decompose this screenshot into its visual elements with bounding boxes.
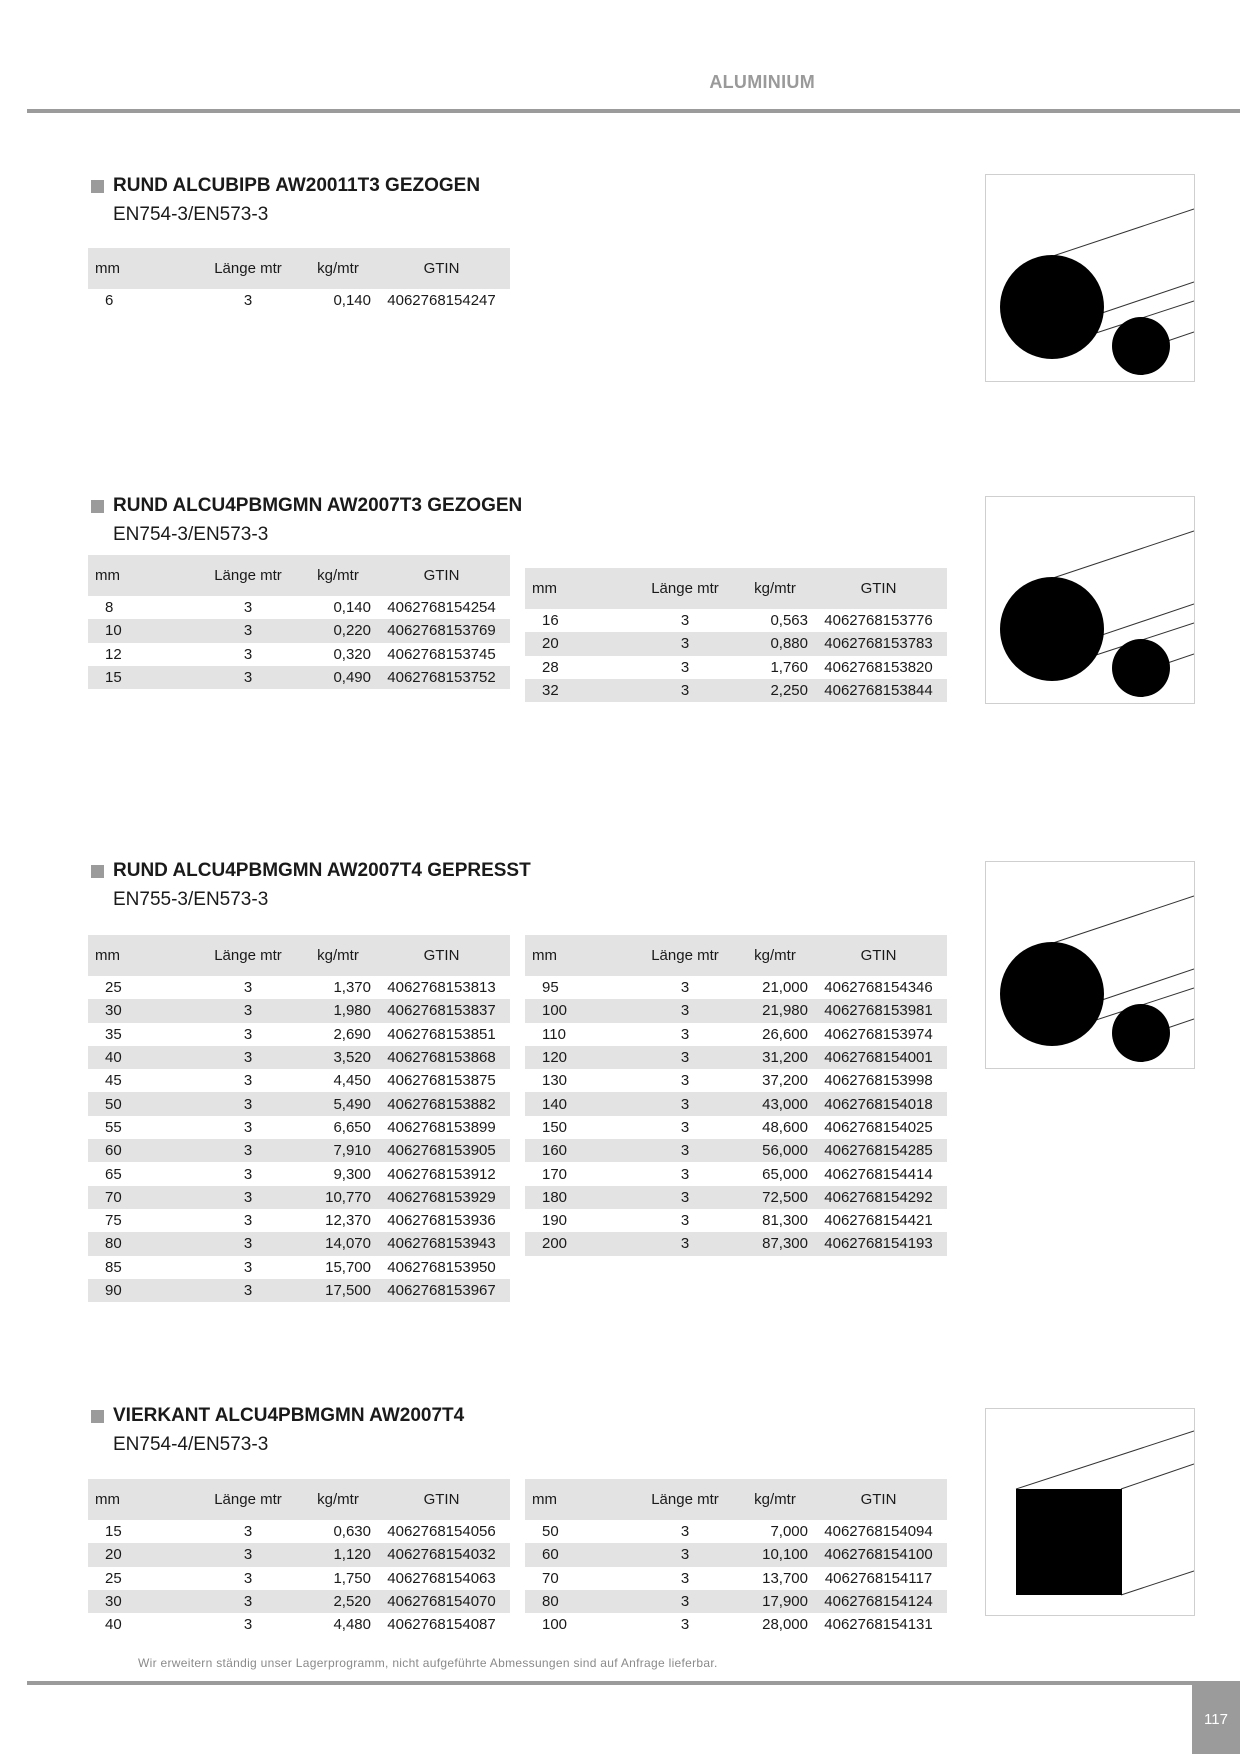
col-gtin-cell: 4062768154025 bbox=[824, 1118, 933, 1136]
table-row bbox=[525, 999, 947, 1022]
col-kg-per-mtr-cell: 15,700 bbox=[325, 1258, 371, 1276]
col-length-cell: 3 bbox=[622, 999, 740, 1022]
table-row bbox=[525, 1139, 947, 1162]
col-gtin-cell: 4062768153769 bbox=[373, 619, 510, 642]
col-gtin-cell: 4062768154292 bbox=[810, 1186, 947, 1209]
col-kg-per-mtr-header: kg/mtr bbox=[303, 1479, 373, 1520]
table-row bbox=[88, 1046, 510, 1069]
col-gtin-cell: 4062768154056 bbox=[387, 1523, 496, 1541]
col-gtin-cell: 4062768153981 bbox=[810, 999, 947, 1022]
col-mm-cell: 32 bbox=[525, 679, 622, 702]
col-mm-header: mm bbox=[525, 1479, 622, 1520]
col-length-cell: 3 bbox=[680, 1616, 690, 1634]
section-title-text: RUND ALCUBIPB AW20011T3 GEZOGEN bbox=[113, 175, 481, 196]
col-mm-cell: 55 bbox=[105, 1118, 122, 1136]
col-length-cell: 3 bbox=[680, 1523, 690, 1541]
col-kg-per-mtr-cell: 7,000 bbox=[770, 1523, 808, 1541]
table-row bbox=[88, 1567, 510, 1590]
col-mm-cell: 6 bbox=[105, 292, 114, 310]
dimension-table bbox=[525, 1479, 947, 1636]
col-mm-cell: 140 bbox=[525, 1092, 622, 1115]
col-kg-per-mtr-header: kg/mtr bbox=[740, 568, 810, 609]
section-title-text: VIERKANT ALCU4PBMGMN AW2007T4 bbox=[113, 1405, 465, 1426]
col-gtin-cell: 4062768154247 bbox=[387, 292, 496, 310]
col-mm-cell: 190 bbox=[542, 1212, 568, 1230]
col-gtin-cell: 4062768153875 bbox=[387, 1072, 496, 1090]
col-gtin-cell: 4062768153752 bbox=[373, 666, 510, 689]
table-row bbox=[525, 1046, 947, 1069]
col-gtin-cell: 4062768153936 bbox=[387, 1212, 496, 1230]
col-mm-cell: 8 bbox=[105, 599, 114, 617]
table-row bbox=[88, 1520, 510, 1543]
col-mm-cell: 25 bbox=[105, 1569, 122, 1587]
col-mm-cell: 80 bbox=[525, 1590, 622, 1613]
col-mm-cell: 75 bbox=[105, 1212, 122, 1230]
col-length-cell: 3 bbox=[243, 1212, 253, 1230]
col-kg-per-mtr-cell: 43,000 bbox=[740, 1092, 810, 1115]
col-mm-cell: 15 bbox=[105, 1523, 122, 1541]
table-row bbox=[525, 656, 947, 679]
col-length-cell: 3 bbox=[243, 599, 253, 617]
section-standard: EN754-3/EN573-3 bbox=[113, 204, 269, 225]
table-row bbox=[525, 1590, 947, 1613]
dimension-table bbox=[88, 935, 510, 1302]
col-length-header: Länge mtr bbox=[185, 248, 303, 289]
table-row bbox=[525, 1023, 947, 1046]
col-mm-header: mm bbox=[88, 555, 185, 596]
col-gtin-header: GTIN bbox=[810, 935, 947, 976]
col-gtin-cell: 4062768153837 bbox=[373, 999, 510, 1022]
table-row bbox=[525, 1567, 947, 1590]
table-row bbox=[88, 1162, 510, 1185]
col-gtin-cell: 4062768154285 bbox=[810, 1139, 947, 1162]
col-length-cell: 3 bbox=[680, 1165, 690, 1183]
dimension-table bbox=[525, 935, 947, 1256]
col-length-cell: 3 bbox=[185, 1186, 303, 1209]
col-gtin-cell: 4062768154087 bbox=[387, 1616, 496, 1634]
square-bullet-icon bbox=[91, 500, 104, 513]
col-mm-cell: 25 bbox=[105, 979, 122, 997]
col-gtin-cell: 4062768153868 bbox=[373, 1046, 510, 1069]
col-length-cell: 3 bbox=[680, 1212, 690, 1230]
table-row bbox=[525, 1613, 947, 1636]
col-mm-cell: 30 bbox=[88, 1590, 185, 1613]
col-length-cell: 3 bbox=[680, 1569, 690, 1587]
col-gtin-cell: 4062768154421 bbox=[824, 1212, 933, 1230]
col-length-cell: 3 bbox=[243, 1118, 253, 1136]
col-mm-cell: 12 bbox=[105, 645, 122, 663]
table-row bbox=[525, 1092, 947, 1115]
col-mm-cell: 85 bbox=[105, 1258, 122, 1276]
table-row bbox=[88, 1613, 510, 1636]
col-gtin-cell: 4062768154032 bbox=[373, 1543, 510, 1566]
table-header-row bbox=[525, 935, 947, 976]
col-gtin-cell: 4062768153813 bbox=[387, 979, 496, 997]
col-gtin-header: GTIN bbox=[373, 1479, 510, 1520]
col-mm-cell: 95 bbox=[542, 979, 559, 997]
col-mm-cell: 65 bbox=[105, 1165, 122, 1183]
col-mm-cell: 80 bbox=[88, 1232, 185, 1255]
col-gtin-cell: 4062768154001 bbox=[810, 1046, 947, 1069]
col-mm-cell: 100 bbox=[542, 1616, 568, 1634]
col-length-cell: 3 bbox=[622, 1046, 740, 1069]
col-length-header: Länge mtr bbox=[622, 935, 740, 976]
square-bar-profile-icon bbox=[985, 1408, 1195, 1616]
col-kg-per-mtr-cell: 13,700 bbox=[762, 1569, 808, 1587]
col-length-cell: 3 bbox=[243, 292, 253, 310]
col-kg-per-mtr-cell: 1,760 bbox=[770, 658, 808, 676]
col-kg-per-mtr-cell: 17,900 bbox=[740, 1590, 810, 1613]
col-gtin-header: GTIN bbox=[373, 555, 510, 596]
col-kg-per-mtr-cell: 0,140 bbox=[333, 599, 371, 617]
table-row bbox=[525, 632, 947, 655]
table-row bbox=[88, 999, 510, 1022]
dimension-table bbox=[88, 1479, 510, 1636]
col-gtin-cell: 4062768154124 bbox=[810, 1590, 947, 1613]
col-kg-per-mtr-cell: 10,100 bbox=[740, 1543, 810, 1566]
table-row bbox=[88, 976, 510, 999]
col-gtin-cell: 4062768154414 bbox=[824, 1165, 933, 1183]
col-mm-cell: 70 bbox=[542, 1569, 559, 1587]
table-row bbox=[88, 1590, 510, 1613]
col-length-cell: 3 bbox=[622, 1139, 740, 1162]
col-length-cell: 3 bbox=[622, 632, 740, 655]
col-kg-per-mtr-cell: 5,490 bbox=[303, 1092, 373, 1115]
col-gtin-cell: 4062768153950 bbox=[387, 1258, 496, 1276]
col-length-cell: 3 bbox=[622, 679, 740, 702]
col-kg-per-mtr-cell: 2,520 bbox=[303, 1590, 373, 1613]
col-length-cell: 3 bbox=[185, 1046, 303, 1069]
table-row bbox=[88, 1209, 510, 1232]
col-length-cell: 3 bbox=[185, 1232, 303, 1255]
dimension-table bbox=[88, 248, 510, 312]
col-length-header: Länge mtr bbox=[185, 1479, 303, 1520]
col-gtin-cell: 4062768153912 bbox=[387, 1165, 496, 1183]
table-row bbox=[525, 976, 947, 999]
col-mm-header: mm bbox=[525, 935, 622, 976]
col-kg-per-mtr-cell: 81,300 bbox=[762, 1212, 808, 1230]
section-title bbox=[91, 860, 531, 882]
col-gtin-cell: 4062768154193 bbox=[810, 1232, 947, 1255]
col-mm-cell: 20 bbox=[525, 632, 622, 655]
col-mm-cell: 40 bbox=[105, 1616, 122, 1634]
round-bar-profile-icon bbox=[985, 174, 1195, 382]
col-kg-per-mtr-header: kg/mtr bbox=[740, 1479, 810, 1520]
col-length-cell: 3 bbox=[185, 666, 303, 689]
col-length-cell: 3 bbox=[185, 619, 303, 642]
section-standard: EN754-4/EN573-3 bbox=[113, 1434, 269, 1455]
col-gtin-cell: 4062768153783 bbox=[810, 632, 947, 655]
col-kg-per-mtr-cell: 56,000 bbox=[740, 1139, 810, 1162]
col-kg-per-mtr-cell: 28,000 bbox=[762, 1616, 808, 1634]
table-row bbox=[88, 643, 510, 666]
col-gtin-cell: 4062768154094 bbox=[824, 1523, 933, 1541]
col-length-cell: 3 bbox=[680, 1025, 690, 1043]
col-mm-cell: 50 bbox=[88, 1092, 185, 1115]
col-kg-per-mtr-header: kg/mtr bbox=[303, 935, 373, 976]
table-row bbox=[525, 1543, 947, 1566]
col-mm-cell: 40 bbox=[88, 1046, 185, 1069]
page-number: 117 bbox=[1192, 1685, 1240, 1754]
col-kg-per-mtr-cell: 37,200 bbox=[762, 1072, 808, 1090]
col-length-cell: 3 bbox=[680, 1118, 690, 1136]
col-gtin-cell: 4062768153820 bbox=[824, 658, 933, 676]
table-row bbox=[88, 1023, 510, 1046]
section-title bbox=[91, 495, 522, 517]
table-row bbox=[88, 1116, 510, 1139]
col-gtin-cell: 4062768153844 bbox=[810, 679, 947, 702]
col-kg-per-mtr-cell: 65,000 bbox=[762, 1165, 808, 1183]
col-mm-cell: 170 bbox=[542, 1165, 568, 1183]
col-kg-per-mtr-cell: 2,690 bbox=[333, 1025, 371, 1043]
col-mm-cell: 16 bbox=[542, 612, 559, 630]
col-length-cell: 3 bbox=[622, 1590, 740, 1613]
col-mm-cell: 70 bbox=[88, 1186, 185, 1209]
col-length-cell: 3 bbox=[185, 999, 303, 1022]
col-kg-per-mtr-cell: 0,220 bbox=[303, 619, 373, 642]
table-row bbox=[525, 1232, 947, 1255]
col-mm-header: mm bbox=[525, 568, 622, 609]
col-gtin-cell: 4062768154100 bbox=[810, 1543, 947, 1566]
table-header-row bbox=[525, 1479, 947, 1520]
col-kg-per-mtr-cell: 0,140 bbox=[333, 292, 371, 310]
col-gtin-cell: 4062768154346 bbox=[824, 979, 933, 997]
col-length-cell: 3 bbox=[622, 1232, 740, 1255]
table-row bbox=[88, 1186, 510, 1209]
col-length-cell: 3 bbox=[185, 1543, 303, 1566]
col-kg-per-mtr-cell: 1,120 bbox=[303, 1543, 373, 1566]
col-gtin-header: GTIN bbox=[373, 248, 510, 289]
table-row bbox=[88, 666, 510, 689]
col-gtin-header: GTIN bbox=[810, 568, 947, 609]
col-length-header: Länge mtr bbox=[185, 555, 303, 596]
round-bar-profile-icon bbox=[985, 861, 1195, 1069]
col-gtin-cell: 4062768153905 bbox=[373, 1139, 510, 1162]
col-gtin-cell: 4062768154018 bbox=[810, 1092, 947, 1115]
col-mm-cell: 200 bbox=[525, 1232, 622, 1255]
col-kg-per-mtr-cell: 31,200 bbox=[740, 1046, 810, 1069]
col-gtin-cell: 4062768154070 bbox=[373, 1590, 510, 1613]
col-mm-cell: 130 bbox=[542, 1072, 568, 1090]
col-kg-per-mtr-cell: 2,250 bbox=[740, 679, 810, 702]
col-kg-per-mtr-cell: 48,600 bbox=[762, 1118, 808, 1136]
table-header-row bbox=[88, 1479, 510, 1520]
col-gtin-header: GTIN bbox=[810, 1479, 947, 1520]
col-kg-per-mtr-cell: 10,770 bbox=[303, 1186, 373, 1209]
col-mm-header: mm bbox=[88, 935, 185, 976]
col-mm-cell: 20 bbox=[88, 1543, 185, 1566]
col-length-cell: 3 bbox=[243, 1165, 253, 1183]
col-mm-cell: 100 bbox=[525, 999, 622, 1022]
table-row bbox=[88, 596, 510, 619]
col-kg-per-mtr-cell: 3,520 bbox=[303, 1046, 373, 1069]
table-row bbox=[88, 1256, 510, 1279]
col-length-cell: 3 bbox=[243, 1616, 253, 1634]
col-kg-per-mtr-cell: 87,300 bbox=[740, 1232, 810, 1255]
col-gtin-cell: 4062768153967 bbox=[373, 1279, 510, 1302]
table-row bbox=[525, 1186, 947, 1209]
table-row bbox=[525, 1069, 947, 1092]
section-title-text: RUND ALCU4PBMGMN AW2007T4 GEPRESST bbox=[113, 860, 531, 881]
col-gtin-cell: 4062768153776 bbox=[824, 612, 933, 630]
col-mm-cell: 150 bbox=[542, 1118, 568, 1136]
col-length-cell: 3 bbox=[622, 1186, 740, 1209]
col-kg-per-mtr-cell: 72,500 bbox=[740, 1186, 810, 1209]
col-length-cell: 3 bbox=[680, 979, 690, 997]
col-length-cell: 3 bbox=[680, 658, 690, 676]
col-mm-cell: 120 bbox=[525, 1046, 622, 1069]
section-standard: EN755-3/EN573-3 bbox=[113, 889, 269, 910]
col-mm-cell: 160 bbox=[525, 1139, 622, 1162]
col-gtin-cell: 4062768153882 bbox=[373, 1092, 510, 1115]
col-mm-cell: 10 bbox=[88, 619, 185, 642]
page-header-title: ALUMINIUM bbox=[709, 72, 815, 92]
table-row bbox=[525, 679, 947, 702]
table-row bbox=[525, 1162, 947, 1185]
col-length-header: Länge mtr bbox=[185, 935, 303, 976]
col-mm-cell: 60 bbox=[525, 1543, 622, 1566]
col-length-cell: 3 bbox=[622, 1092, 740, 1115]
col-mm-header: mm bbox=[88, 248, 185, 289]
col-gtin-cell: 4062768154254 bbox=[387, 599, 496, 617]
col-kg-per-mtr-header: kg/mtr bbox=[303, 248, 373, 289]
col-gtin-cell: 4062768154063 bbox=[387, 1569, 496, 1587]
section-title bbox=[91, 1405, 464, 1427]
col-mm-cell: 180 bbox=[525, 1186, 622, 1209]
col-length-cell: 3 bbox=[243, 1569, 253, 1587]
col-gtin-cell: 4062768153929 bbox=[373, 1186, 510, 1209]
col-length-header: Länge mtr bbox=[622, 568, 740, 609]
col-kg-per-mtr-cell: 0,630 bbox=[333, 1523, 371, 1541]
col-mm-cell: 28 bbox=[542, 658, 559, 676]
footnote: Wir erweitern ständig unser Lagerprogramm, nicht aufgeführte Abmessungen sind auf Anfrage lieferbar. bbox=[138, 1656, 718, 1670]
col-kg-per-mtr-cell: 12,370 bbox=[325, 1212, 371, 1230]
table-row bbox=[88, 1139, 510, 1162]
round-bar-profile-icon bbox=[985, 496, 1195, 704]
col-kg-per-mtr-header: kg/mtr bbox=[740, 935, 810, 976]
table-row bbox=[88, 1232, 510, 1255]
col-kg-per-mtr-cell: 1,980 bbox=[303, 999, 373, 1022]
table-row bbox=[88, 1092, 510, 1115]
col-length-cell: 3 bbox=[243, 979, 253, 997]
col-mm-cell: 90 bbox=[88, 1279, 185, 1302]
col-kg-per-mtr-cell: 4,450 bbox=[333, 1072, 371, 1090]
table-row bbox=[88, 1279, 510, 1302]
col-kg-per-mtr-cell: 7,910 bbox=[303, 1139, 373, 1162]
col-length-cell: 3 bbox=[185, 1279, 303, 1302]
col-kg-per-mtr-cell: 21,000 bbox=[762, 979, 808, 997]
col-length-cell: 3 bbox=[622, 1543, 740, 1566]
table-row bbox=[88, 619, 510, 642]
col-kg-per-mtr-cell: 14,070 bbox=[303, 1232, 373, 1255]
col-length-cell: 3 bbox=[185, 1092, 303, 1115]
col-mm-cell: 50 bbox=[542, 1523, 559, 1541]
col-gtin-header: GTIN bbox=[373, 935, 510, 976]
col-length-cell: 3 bbox=[243, 1025, 253, 1043]
col-kg-per-mtr-cell: 6,650 bbox=[333, 1118, 371, 1136]
header-divider bbox=[27, 109, 1240, 113]
dimension-table bbox=[88, 555, 510, 689]
col-kg-per-mtr-cell: 21,980 bbox=[740, 999, 810, 1022]
col-length-header: Länge mtr bbox=[622, 1479, 740, 1520]
col-kg-per-mtr-cell: 17,500 bbox=[303, 1279, 373, 1302]
col-kg-per-mtr-cell: 0,880 bbox=[740, 632, 810, 655]
col-mm-cell: 35 bbox=[105, 1025, 122, 1043]
section-title-text: RUND ALCU4PBMGMN AW2007T3 GEZOGEN bbox=[113, 495, 523, 516]
col-length-cell: 3 bbox=[185, 1139, 303, 1162]
table-row bbox=[88, 1543, 510, 1566]
col-length-cell: 3 bbox=[680, 1072, 690, 1090]
col-gtin-cell: 4062768154131 bbox=[824, 1616, 933, 1634]
square-bullet-icon bbox=[91, 865, 104, 878]
col-gtin-cell: 4062768154117 bbox=[824, 1569, 933, 1587]
col-mm-cell: 60 bbox=[88, 1139, 185, 1162]
table-row bbox=[525, 1116, 947, 1139]
col-mm-cell: 15 bbox=[88, 666, 185, 689]
footer-divider bbox=[27, 1681, 1240, 1685]
col-gtin-cell: 4062768153745 bbox=[387, 645, 496, 663]
col-kg-per-mtr-cell: 0,563 bbox=[770, 612, 808, 630]
table-row bbox=[88, 1069, 510, 1092]
col-kg-per-mtr-cell: 4,480 bbox=[333, 1616, 371, 1634]
col-mm-cell: 110 bbox=[542, 1025, 566, 1043]
square-bullet-icon bbox=[91, 1410, 104, 1423]
col-length-cell: 3 bbox=[243, 1258, 253, 1276]
col-length-cell: 3 bbox=[185, 1590, 303, 1613]
table-header-row bbox=[88, 248, 510, 289]
col-kg-per-mtr-cell: 26,600 bbox=[762, 1025, 808, 1043]
col-length-cell: 3 bbox=[680, 612, 690, 630]
col-kg-per-mtr-cell: 0,320 bbox=[333, 645, 371, 663]
col-length-cell: 3 bbox=[243, 1523, 253, 1541]
col-mm-cell: 45 bbox=[105, 1072, 122, 1090]
col-mm-header: mm bbox=[88, 1479, 185, 1520]
col-gtin-cell: 4062768153851 bbox=[387, 1025, 496, 1043]
dimension-table bbox=[525, 568, 947, 702]
table-row bbox=[525, 1209, 947, 1232]
section-title bbox=[91, 175, 480, 197]
table-header-row bbox=[525, 568, 947, 609]
col-length-cell: 3 bbox=[243, 645, 253, 663]
col-gtin-cell: 4062768153943 bbox=[373, 1232, 510, 1255]
col-kg-per-mtr-cell: 1,370 bbox=[333, 979, 371, 997]
col-kg-per-mtr-cell: 0,490 bbox=[303, 666, 373, 689]
section-standard: EN754-3/EN573-3 bbox=[113, 524, 269, 545]
col-kg-per-mtr-cell: 9,300 bbox=[333, 1165, 371, 1183]
col-kg-per-mtr-cell: 1,750 bbox=[333, 1569, 371, 1587]
table-row bbox=[525, 1520, 947, 1543]
table-row bbox=[88, 289, 510, 312]
col-gtin-cell: 4062768153974 bbox=[824, 1025, 933, 1043]
table-header-row bbox=[88, 555, 510, 596]
col-length-cell: 3 bbox=[243, 1072, 253, 1090]
table-header-row bbox=[88, 935, 510, 976]
square-bullet-icon bbox=[91, 180, 104, 193]
table-row bbox=[525, 609, 947, 632]
col-gtin-cell: 4062768153998 bbox=[824, 1072, 933, 1090]
col-mm-cell: 30 bbox=[88, 999, 185, 1022]
col-kg-per-mtr-header: kg/mtr bbox=[303, 555, 373, 596]
col-gtin-cell: 4062768153899 bbox=[387, 1118, 496, 1136]
